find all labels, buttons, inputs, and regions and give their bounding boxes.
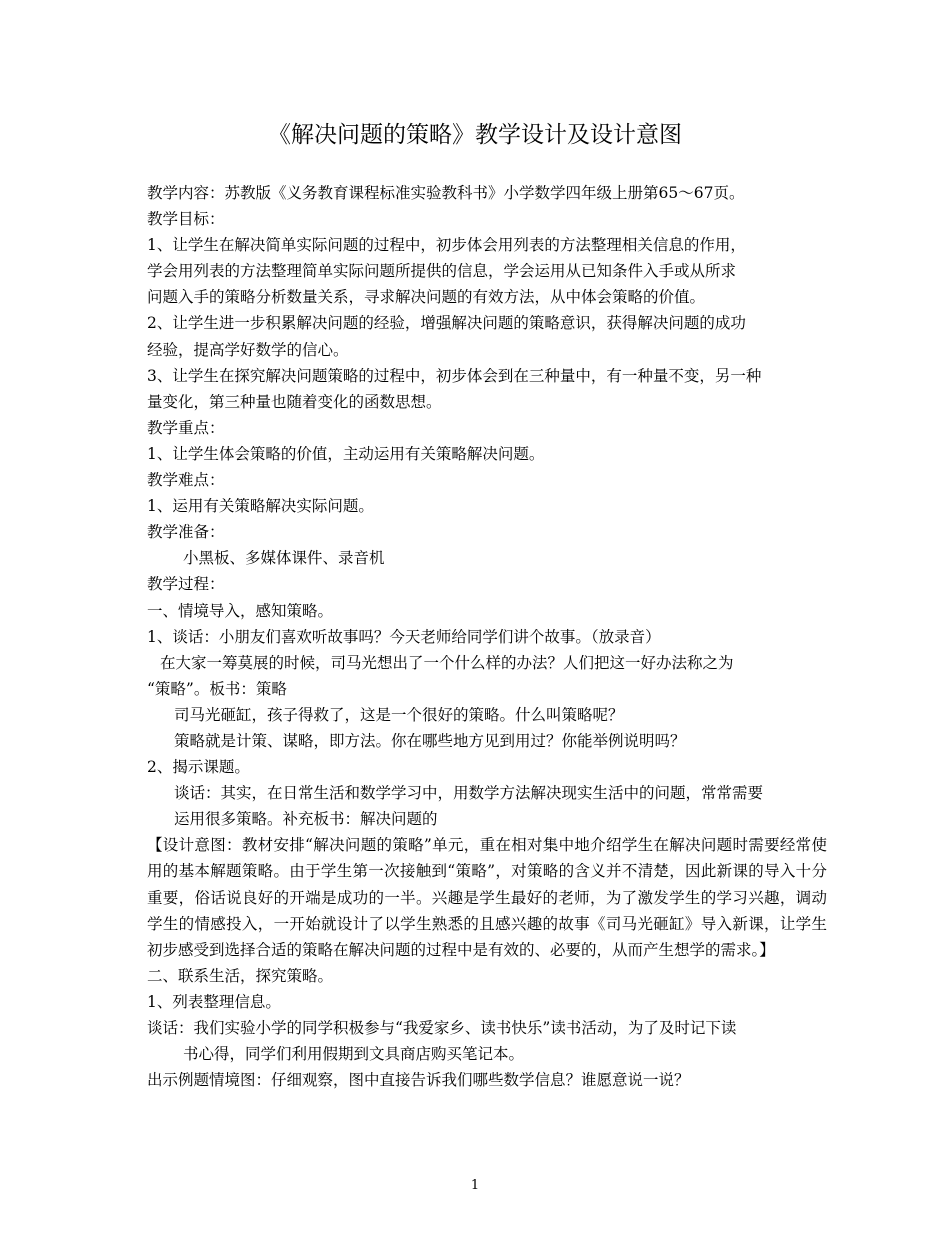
text-line: “策略”。板书：策略 [147,679,287,698]
text-line: 3、让学生在探究解决问题策略的过程中，初步体会到在三种量中，有一种量不变，另一种 [147,366,762,385]
text-line: 小黑板、多媒体课件、录音机 [183,549,385,568]
text-line: 教学内容：苏教版《义务教育课程标准实验教科书》小学数学四年级上册第65～67页。 [147,184,745,202]
text-line: 学会用列表的方法整理简单实际问题所提供的信息，学会运用从已知条件入手或从所求 [147,262,737,281]
text-line: 书心得，同学们利用假期到文具商店购买笔记本。 [183,1045,525,1064]
section-heading: 教学重点： [147,418,225,437]
text-line: 在大家一筹莫展的时候，司马光想出了一个什么样的办法？人们把这一好办法称之为 [160,653,734,672]
document-title: 《解决问题的策略》教学设计及设计意图 [268,122,682,148]
section-heading: 教学过程： [147,575,225,594]
design-intent-paragraph: 【设计意图：教材安排“解决问题的策略”单元，重在相对集中地介绍学生在解决问题时需要经常使用的基本解题策略。由于学生第一次接触到“策略”，对策略的含义并不清楚，因此新课的导入十分重要，俗话说良好的开端是成功的一半。兴趣是学生最好的老师，为了激发学生的学习兴趣，调动学生的情感投入，一开始就设计了以学生熟悉的且感兴趣的故事《司马光砸缸》导入新课，让学生初步感受到选择合适的策略在解决问题的过程中是有效的、必要的，从而产生想学的需求。】 [147,836,827,959]
document-body [147,180,827,1093]
text-line: 运用很多策略。补充板书：解决问题的 [174,810,438,829]
text-line: 一、情境导入，感知策略。 [147,601,334,620]
text-line: 2、揭示课题。 [147,758,250,777]
text-line: 1、列表整理信息。 [147,992,281,1011]
text-line: 司马光砸缸，孩子得救了，这是一个很好的策略。什么叫策略呢？ [174,705,624,724]
section-heading: 教学难点： [147,471,225,490]
text-line: 策略就是计策、谋略，即方法。你在哪些地方见到用过？你能举例说明吗？ [174,731,686,750]
text-line: 1、让学生在解决简单实际问题的过程中，初步体会用列表的方法整理相关信息的作用， [147,236,746,255]
text-line: 1、谈话：小朋友们喜欢听故事吗？今天老师给同学们讲个故事。（放录音） [147,627,661,646]
text-line: 1、运用有关策略解决实际问题。 [147,497,374,516]
text-line: 经验，提高学好数学的信心。 [147,340,349,359]
text-line: 谈话：我们实验小学的同学积极参与“我爱家乡、读书快乐”读书活动，为了及时记下读 [147,1019,737,1037]
section-heading: 教学目标： [147,210,225,229]
text-line: 二、联系生活，探究策略。 [147,966,334,985]
page-number: 1 [470,1178,480,1193]
text-line: 谈话：其实，在日常生活和数学学习中，用数学方法解决现实生活中的问题，常常需要 [174,784,764,803]
text-line: 2、让学生进一步积累解决问题的经验，增强解决问题的策略意识，获得解决问题的成功 [147,314,746,333]
text-line: 量变化，第三种量也随着变化的函数思想。 [147,392,442,411]
text-line: 问题入手的策略分析数量关系，寻求解决问题的有效方法，从中体会策略的价值。 [147,288,706,307]
text-line: 出示例题情境图：仔细观察，图中直接告诉我们哪些数学信息？谁愿意说一说？ [147,1071,690,1090]
text-line: 1、让学生体会策略的价值，主动运用有关策略解决问题。 [147,444,545,463]
section-heading: 教学准备： [147,523,225,542]
